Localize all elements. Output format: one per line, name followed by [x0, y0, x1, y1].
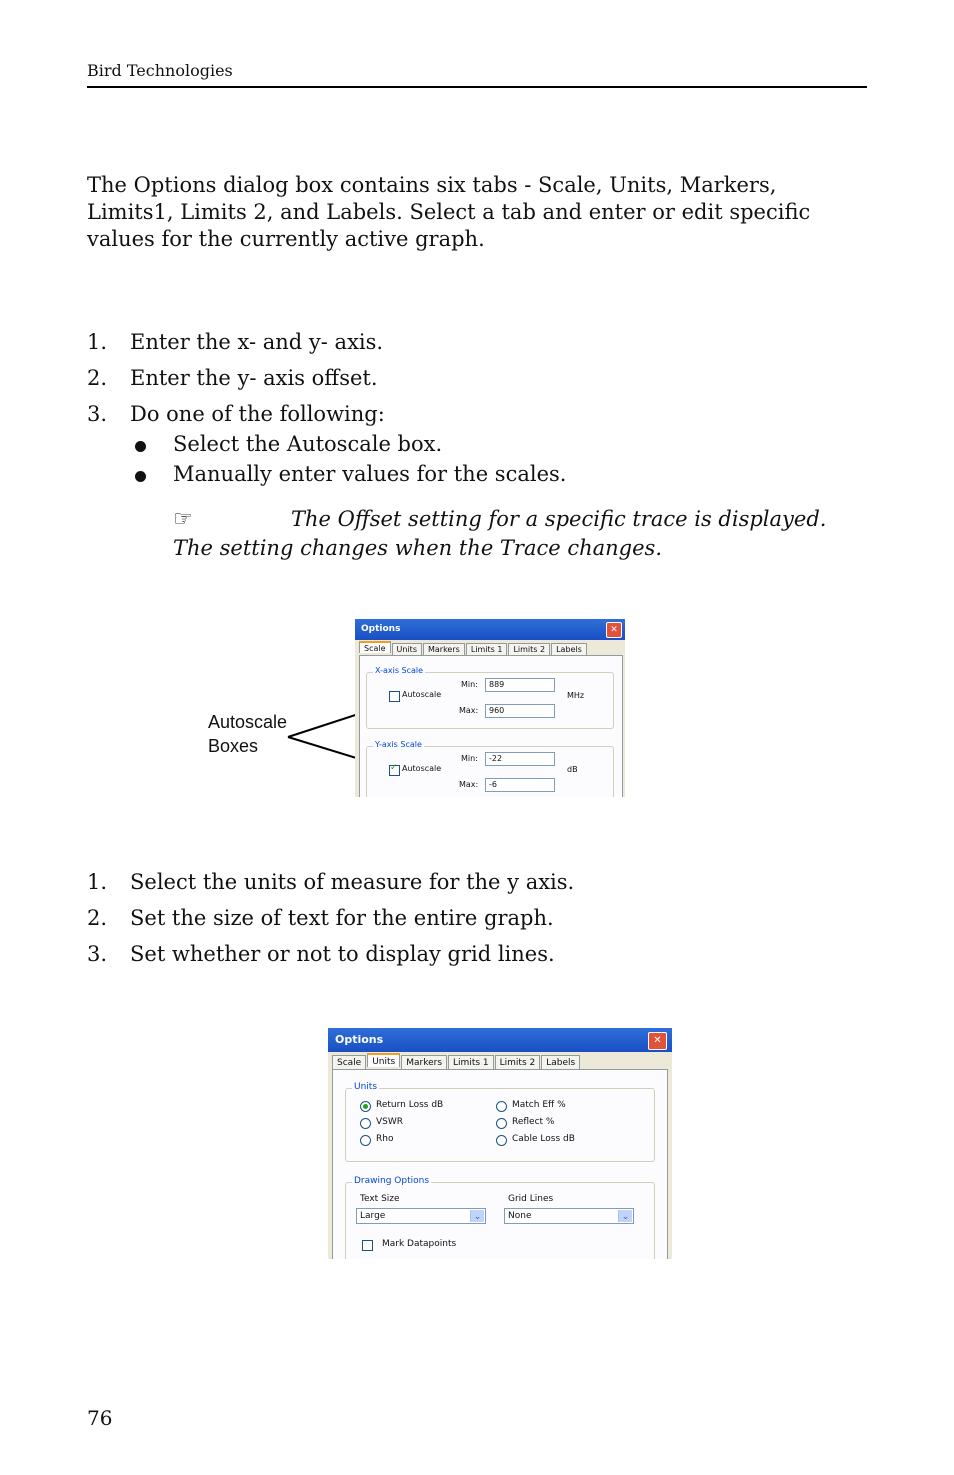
tab-labels[interactable]: Labels — [541, 1055, 580, 1069]
bullet-dot-icon — [135, 471, 146, 482]
radio-vswr[interactable] — [360, 1118, 371, 1129]
x-min-label: Min: — [461, 680, 478, 689]
chevron-down-icon[interactable]: ⌄ — [470, 1210, 484, 1222]
tab-panel-units — [332, 1069, 668, 1259]
note-line: The setting changes when the Trace changes. — [173, 536, 663, 560]
close-icon[interactable]: ✕ — [606, 622, 622, 638]
text-size-label: Text Size — [360, 1194, 400, 1204]
tab-scale[interactable]: Scale — [332, 1055, 366, 1069]
close-icon[interactable]: ✕ — [648, 1032, 667, 1050]
chevron-down-icon[interactable]: ⌄ — [618, 1210, 632, 1222]
tab-markers[interactable]: Markers — [401, 1055, 447, 1069]
grid-lines-value: None — [508, 1211, 532, 1221]
text-size-value: Large — [360, 1211, 386, 1221]
x-autoscale-checkbox[interactable] — [389, 691, 400, 702]
grid-lines-label: Grid Lines — [508, 1194, 554, 1204]
bullet-dot-icon — [135, 441, 146, 452]
mark-datapoints-label: Mark Datapoints — [382, 1239, 457, 1249]
step-text: Set the size of text for the entire graph. — [130, 906, 554, 930]
grid-lines-select[interactable] — [504, 1208, 634, 1224]
x-unit-label: MHz — [567, 691, 585, 700]
x-axis-group — [366, 666, 614, 729]
radio-match-eff[interactable] — [496, 1101, 507, 1112]
step-number: 1. — [87, 870, 108, 894]
y-axis-group-title: Y-axis Scale — [375, 740, 422, 749]
tab-limits-2[interactable]: Limits 2 — [508, 643, 550, 655]
y-max-input[interactable]: -6 — [485, 778, 555, 792]
intro-paragraph: The Options dialog box contains six tabs - Scale, Units, Markers, Limits1, Limits 2, and Labels. Select a tab and enter or edit specific values for the currently active graph. — [87, 173, 811, 251]
radio-label: Cable Loss dB — [512, 1134, 575, 1144]
step-number: 2. — [87, 366, 108, 390]
tab-markers[interactable]: Markers — [423, 643, 465, 655]
page-number: 76 — [87, 1406, 113, 1430]
tab-limits-1[interactable]: Limits 1 — [466, 643, 508, 655]
x-axis-group-title: X-axis Scale — [375, 666, 424, 675]
options-dialog-scale — [355, 619, 625, 797]
radio-label: Rho — [376, 1134, 394, 1144]
step-text: Enter the y- axis offset. — [130, 366, 378, 390]
callout-line: Boxes — [208, 736, 259, 756]
autoscale-callout — [208, 710, 287, 758]
step-text: Do one of the following: — [130, 402, 385, 426]
tab-strip — [359, 643, 588, 655]
y-autoscale-checkbox[interactable] — [389, 765, 400, 776]
step-text: Select the units of measure for the y axis. — [130, 870, 575, 894]
x-max-label: Max: — [459, 706, 479, 715]
tab-scale[interactable]: Scale — [359, 641, 391, 653]
tab-labels[interactable]: Labels — [551, 643, 587, 655]
y-min-input[interactable]: -22 — [485, 752, 555, 766]
y-min-label: Min: — [461, 754, 478, 763]
radio-return-loss[interactable] — [360, 1101, 371, 1112]
dialog-titlebar — [328, 1028, 672, 1052]
options-dialog-units — [328, 1028, 672, 1259]
step-text: Enter the x- and y- axis. — [130, 330, 384, 354]
tab-units[interactable]: Units — [392, 643, 422, 655]
radio-rho[interactable] — [360, 1135, 371, 1146]
x-max-input[interactable]: 960 — [485, 704, 555, 718]
y-autoscale-label: Autoscale — [402, 764, 442, 773]
tab-units[interactable]: Units — [367, 1053, 400, 1067]
header-rule — [87, 86, 867, 88]
step-number: 3. — [87, 402, 108, 426]
dialog-title: Options — [335, 1033, 384, 1046]
radio-cable-loss[interactable] — [496, 1135, 507, 1146]
drawing-options-title: Drawing Options — [354, 1176, 430, 1186]
tab-limits-1[interactable]: Limits 1 — [448, 1055, 494, 1069]
note-line: The Offset setting for a specific trace is displayed. — [291, 507, 827, 531]
y-axis-group — [366, 740, 614, 797]
x-autoscale-label: Autoscale — [402, 690, 442, 699]
bullet-text: Select the Autoscale box. — [173, 432, 443, 456]
radio-label: Return Loss dB — [376, 1100, 444, 1110]
radio-label: VSWR — [376, 1117, 404, 1127]
mark-datapoints-checkbox[interactable] — [362, 1240, 373, 1251]
pointing-hand-icon: ☞ — [173, 507, 193, 532]
bullet-text: Manually enter values for the scales. — [173, 462, 567, 486]
dialog-titlebar — [355, 619, 625, 640]
step-number: 2. — [87, 906, 108, 930]
y-max-label: Max: — [459, 780, 479, 789]
step-number: 1. — [87, 330, 108, 354]
radio-reflect[interactable] — [496, 1118, 507, 1129]
drawing-options-group — [345, 1176, 655, 1259]
tab-limits-2[interactable]: Limits 2 — [495, 1055, 541, 1069]
dialog-title: Options — [361, 624, 401, 634]
step-number: 3. — [87, 942, 108, 966]
y-unit-label: dB — [567, 765, 578, 774]
radio-label: Match Eff % — [512, 1100, 566, 1110]
units-group-title: Units — [354, 1082, 378, 1092]
tab-strip — [332, 1055, 581, 1069]
radio-label: Reflect % — [512, 1117, 555, 1127]
step-text: Set whether or not to display grid lines. — [130, 942, 555, 966]
text-size-select[interactable] — [356, 1208, 486, 1224]
running-header: Bird Technologies — [87, 61, 233, 80]
units-group — [345, 1082, 655, 1162]
callout-line: Autoscale — [208, 712, 288, 732]
tab-panel-scale — [359, 655, 623, 797]
x-min-input[interactable]: 889 — [485, 678, 555, 692]
